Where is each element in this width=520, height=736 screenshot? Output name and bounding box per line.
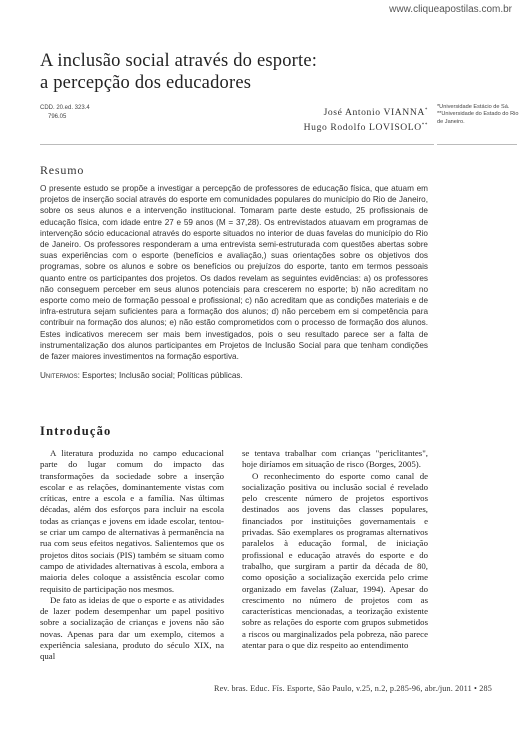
- affiliation-mark: *: [424, 108, 428, 113]
- affiliation-mark: **: [421, 123, 428, 129]
- article-title-line: a percepção dos educadores: [40, 73, 252, 93]
- affiliation-1: *Universidade Estácio de Sá.: [437, 104, 510, 110]
- abstract-body: O presente estudo se propõe a investigar a percepção de professores de educação física, que atuam em projetos de inserção social através do esporte em comunidades populares do município do Rio de Janeiro, sobre os seus alunos e a intervenção institucional. Tomaram parte deste estudo, 25 profissionais de educação física, com idade entre 27 e 59 anos (M = 37,28). Os entrevistados atuavam em programas de intervenção sócio educacional através do esporte situados no interior de duas favelas do município do Rio de Janeiro. Os professores responderam a uma entrevista semi-estruturada com questões abertas sobre suas experiências com o esporte (benefícios e avaliação,) suas orientações sobre os objetivos dos programas, sobre os alunos e sobre os benefícios ou prejuízos do esporte, tanto em termos pessoais quanto entre os participantes dos projetos. Os dados revelam as seguintes evidências: a) os professores não conseguem perceber em seus alunos potenciais para crescerem no esporte; b) não acreditam no esporte como meio de formação pessoal e profissional; c) não acreditam que as condições materiais e de infra-estrutura sejam suficientes para a formação dos alunos; d) não percebem em si competência para contribuir na formação dos alunos; e) não estão comprometidos com o processo de formação dos alunos. Estes indicativos merecem ser mais bem investigados, pois o seu resultado parece ser a falta de instrumentalização dos alunos participantes em Projetos de Inclusão Social para que tenham condições de fazer maiores investimentos na formação esportiva.: [40, 184, 428, 362]
- author-name: Hugo Rodolfo LOVISOLO: [303, 122, 422, 134]
- cdd-classification: [40, 104, 90, 122]
- keywords-label: Unitermos: [40, 371, 78, 381]
- author-2: [304, 119, 428, 134]
- author-name: José Antonio VIANNA: [323, 107, 425, 119]
- cdd-line: 796.05: [48, 114, 67, 120]
- body-column-left: [40, 448, 224, 663]
- paragraph: O reconhecimento do esporte como canal de socialização positiva ou inclusão social é revelado pelo crescente número de projetos esportivos destinados aos jovens das classes populares, financiados por instituições governamentais e privadas. São exemplares os programas alternativos paralelos à educação formal, de iniciação profissional e educação através do esporte e do trabalho, que surgiram a partir da década de 80, como oposição a socialização exercida pelo crime organizado em favelas (Zaluar, 1994). Apesar do crescimento no número de projetos com as características mencionadas, a teorização existente sobre as relações do esporte com grupos submetidos a riscos ou marginalizados pela pobreza, não parece atentar para o que diz respeito ao entendimento: [242, 470, 428, 651]
- keywords: [40, 370, 428, 381]
- abstract-heading: Resumo: [40, 163, 85, 177]
- paragraph: A literatura produzida no campo educacional parte do lugar comum do impacto das transformações da sociedade sobre a inserção escolar e as relações, dominantemente vistas com críticas, entre a escola e a família. Nas últimas décadas, além dos esforços para incluir na escola todas as crianças e jovens em idade escolar, tentou-se criar um campo de alternativas à permanência na rua com seus efeitos negativos. Salientemos que os projetos ditos sociais (PIS) também se situam como campo de atividades alternativas à escola, embora a maioria deles coloque a assistência escolar como requisito de participação nos mesmos.: [40, 448, 224, 594]
- affiliation-divider: [437, 144, 517, 145]
- header-divider: [40, 144, 434, 145]
- paragraph-continuation: se tentava trabalhar com crianças "periclitantes", hoje diríamos em situação de risco (Borges, 2005).: [242, 448, 428, 470]
- affiliation-2: **Universidade do Estado do Rio de Janeiro.: [437, 111, 519, 125]
- abstract: [40, 183, 428, 381]
- keywords-list: : Esportes; Inclusão social; Políticas públicas.: [77, 371, 243, 381]
- author-1: [304, 104, 428, 119]
- body-column-right: [242, 448, 428, 651]
- section-heading-introducao: Introdução: [40, 424, 112, 438]
- cdd-line: CDD. 20.ed. 323.4: [40, 105, 90, 111]
- author-list: [304, 104, 428, 134]
- watermark: www.cliqueapostilas.com.br: [389, 4, 512, 15]
- paragraph: De fato as ideias de que o esporte e as atividades de lazer podem desempenhar um papel positivo sobre a socialização de crianças e jovens não são novas. Apenas para dar um exemplo, citemos a experiência salesiana, produto do século XIX, na qual: [40, 594, 224, 662]
- article-title-line: A inclusão social através do esporte:: [40, 51, 318, 71]
- article-title: [40, 50, 360, 94]
- page-footer: Rev. bras. Educ. Fís. Esporte, São Paulo, v.25, n.2, p.285-96, abr./jun. 2011 • 285: [214, 684, 492, 693]
- affiliations: [437, 104, 519, 126]
